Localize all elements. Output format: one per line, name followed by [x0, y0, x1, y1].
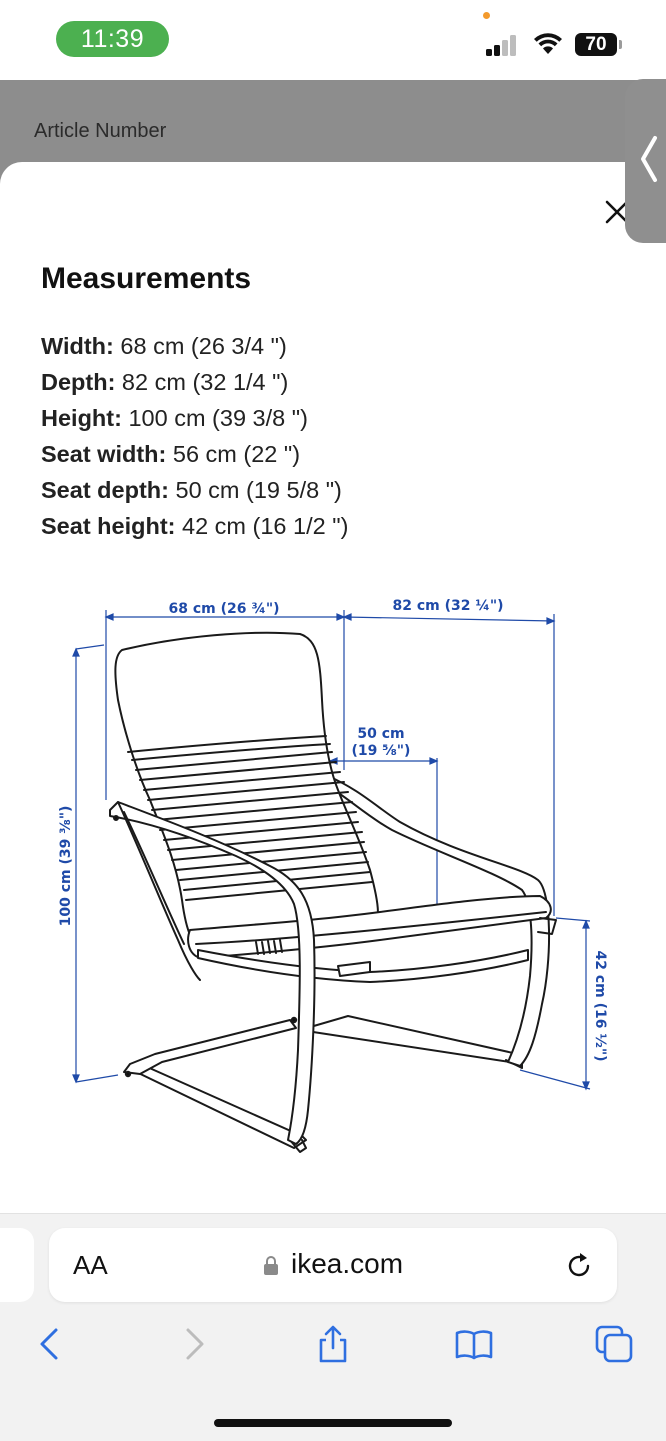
privacy-indicator-dot: [483, 12, 490, 19]
bookmarks-icon[interactable]: [454, 1324, 494, 1364]
measurement-list: [41, 328, 348, 544]
measurement-value: 68 cm (26 3/4 "): [113, 333, 287, 359]
measurement-label: Seat width:: [41, 441, 167, 467]
article-number-label: Article Number: [34, 120, 167, 142]
status-bar: [0, 0, 666, 80]
measurement-row-height: [41, 400, 348, 436]
browser-bottom-toolbar: [0, 1314, 666, 1374]
measurement-label: Height:: [41, 405, 122, 431]
share-icon[interactable]: [313, 1324, 353, 1364]
reload-icon[interactable]: [565, 1252, 593, 1280]
forward-icon[interactable]: [174, 1324, 214, 1364]
sheet-title: Measurements: [41, 262, 252, 295]
measurement-value: 56 cm (22 "): [166, 441, 301, 467]
previous-tab-preview[interactable]: [0, 1228, 34, 1302]
measurement-row-width: [41, 328, 348, 364]
status-time: 11:39: [56, 21, 169, 57]
back-icon[interactable]: [30, 1324, 70, 1364]
measurement-label: Width:: [41, 333, 114, 359]
measurement-label: Seat depth:: [41, 477, 169, 503]
measurement-value: 82 cm (32 1/4 "): [115, 369, 289, 395]
measurement-row-seat-depth: [41, 472, 348, 508]
browser-toolbar-area: [0, 1213, 666, 1441]
seat-height-dimension-label: 42 cm (16 ½"): [592, 950, 608, 1062]
depth-dimension-label: 82 cm (32 ¼"): [392, 598, 504, 614]
measurements-sheet: [0, 162, 666, 1214]
measurement-row-seat-width: [41, 436, 348, 472]
tabs-icon[interactable]: [594, 1324, 634, 1364]
chair-dimension-diagram: [40, 582, 630, 1172]
measurement-label: Depth:: [41, 369, 116, 395]
seat-depth-dimension-label-in: (19 ⅝"): [351, 743, 411, 759]
measurement-value: 100 cm (39 3/8 "): [121, 405, 308, 431]
battery-nub: [619, 40, 622, 49]
height-dimension-label: 100 cm (39 ⅜"): [58, 805, 74, 927]
battery-level: 70: [575, 33, 617, 56]
chair-illustration: [110, 633, 556, 1152]
measurement-value: 42 cm (16 1/2 "): [175, 513, 349, 539]
measurement-value: 50 cm (19 5/8 "): [168, 477, 342, 503]
chevron-left-icon: [637, 134, 661, 184]
side-panel-tab[interactable]: [625, 79, 666, 243]
url-text[interactable]: ikea.com: [291, 1248, 404, 1279]
address-bar[interactable]: [49, 1228, 617, 1302]
seat-depth-dimension-label-cm: 50 cm: [357, 726, 405, 742]
measurement-row-seat-height: [41, 508, 348, 544]
text-size-button[interactable]: AA: [73, 1250, 108, 1280]
cellular-signal-icon: [486, 34, 522, 56]
measurement-label: Seat height:: [41, 513, 176, 539]
home-indicator[interactable]: [214, 1419, 452, 1427]
measurement-row-depth: [41, 364, 348, 400]
wifi-icon: [532, 32, 564, 56]
width-dimension-label: 68 cm (26 ¾"): [168, 601, 280, 617]
lock-icon: [263, 1255, 279, 1275]
